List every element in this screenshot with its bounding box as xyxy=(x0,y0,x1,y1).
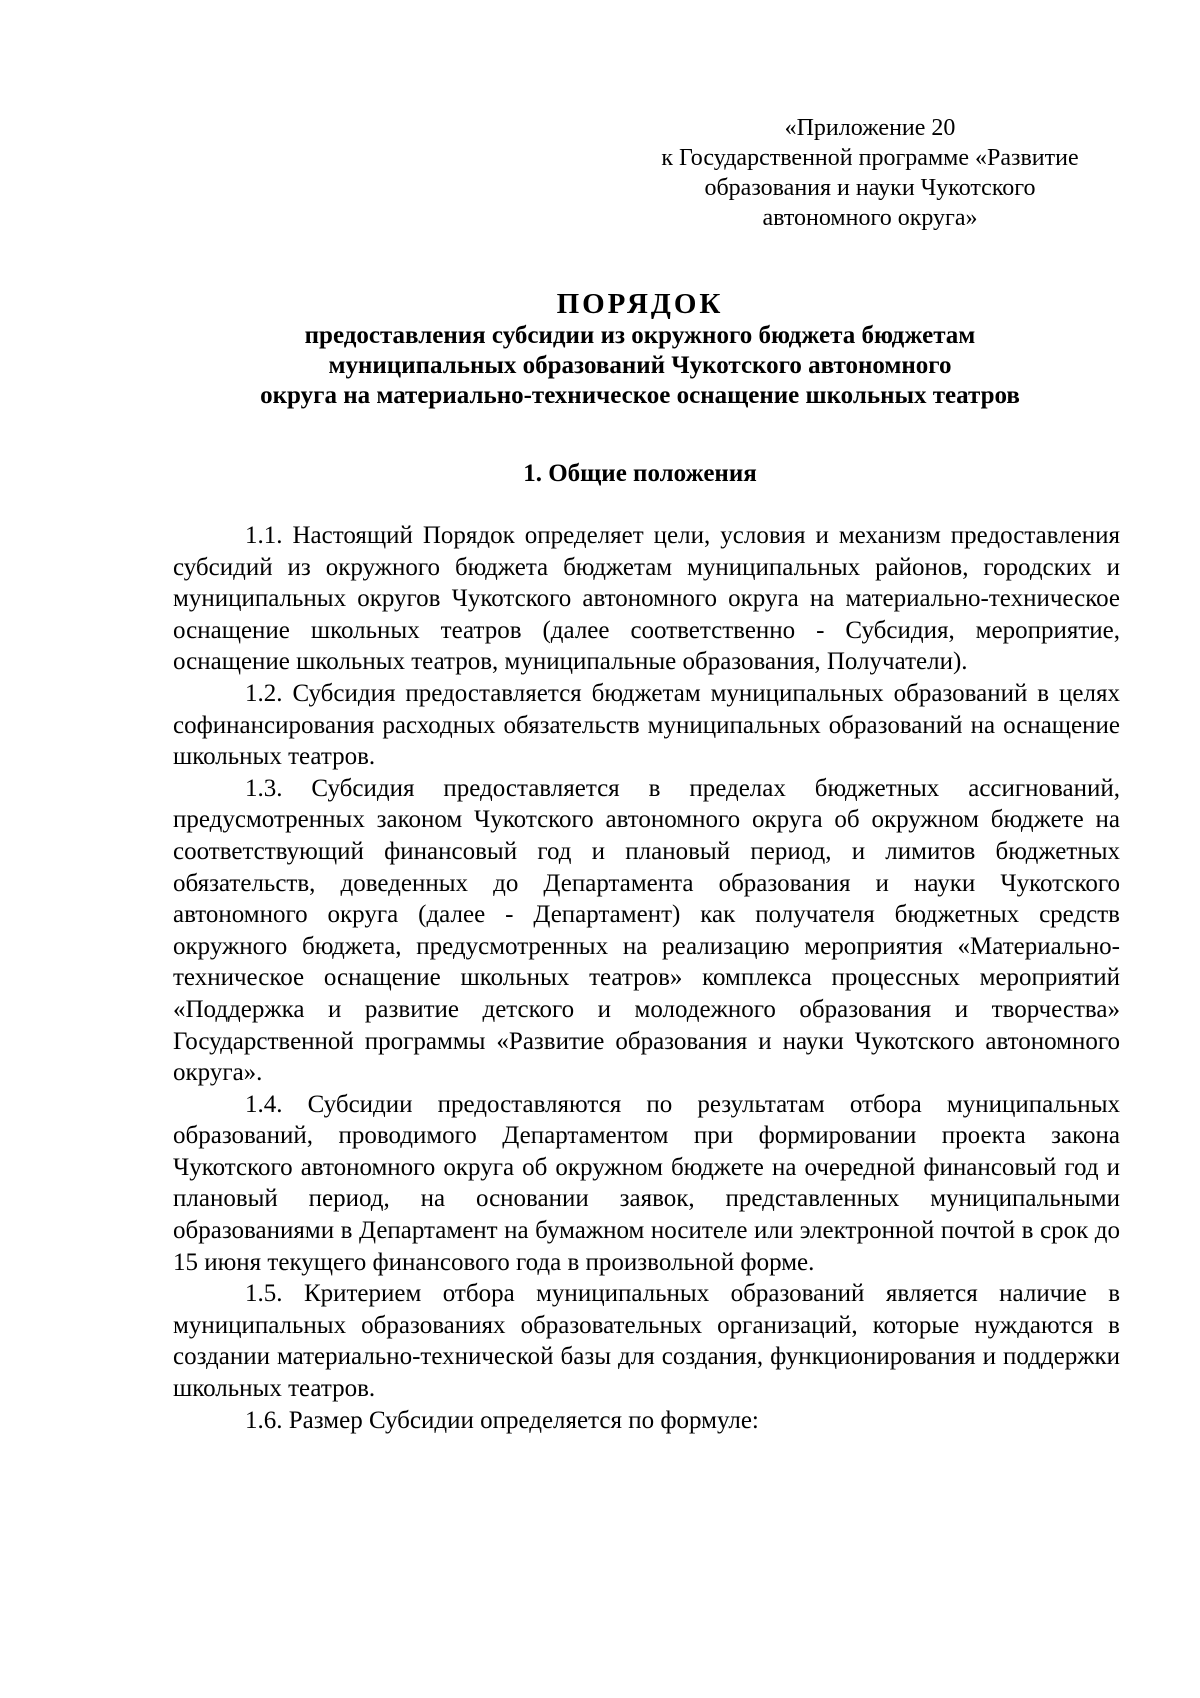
annex-line: автономного округа» xyxy=(762,205,978,231)
paragraph-1-6: 1.6. Размер Субсидии определяется по формуле: xyxy=(245,1406,759,1434)
paragraph-1-4: 1.4. Субсидии предоставляются по результатам отбора муниципальных образований, проводимого Департаментом при формировании проекта закона Чукотского автономного округа об окружном бюджете на очередной финансовый год и плановый период, на основании заявок, представленных муниципальными образованиями в Департамент на бумажном носителе или электронной почтой в срок до 15 июня текущего финансового года в произвольной форме. xyxy=(173,1090,1120,1276)
annex-line: «Приложение 20 xyxy=(784,115,956,141)
paragraph-1-1: 1.1. Настоящий Порядок определяет цели, условия и механизм предоставления субсидий из окружного бюджета бюджетам муниципальных районов, городских и муниципальных округов Чукотского автономного округа на материально-техническое оснащение школьных театров (далее соответственно - Субсидия, мероприятие, оснащение школьных театров, муниципальные образования, Получатели). xyxy=(173,522,1120,676)
paragraph-1-2: 1.2. Субсидия предоставляется бюджетам муниципальных образований в целях софинансирования расходных обязательств муниципальных образований на оснащение школьных театров. xyxy=(173,679,1120,771)
section-heading: 1. Общие положения xyxy=(523,460,757,487)
document-title-line: предоставления субсидии из окружного бюджета бюджетам xyxy=(304,322,976,349)
document-title-main: ПОРЯДОК xyxy=(556,288,724,320)
document-title-line: муниципальных образований Чукотского автономного xyxy=(328,352,952,379)
annex-line: образования и науки Чукотского xyxy=(704,175,1036,201)
document-title-line: округа на материально-техническое оснащение школьных театров xyxy=(260,382,1020,409)
paragraph-1-3: 1.3. Субсидия предоставляется в пределах бюджетных ассигнований, предусмотренных законом Чукотского автономного округа об окружном бюджете на соответствующий финансовый год и плановый период, и лимитов бюджетных обязательств, доведенных до Департамента образования и науки Чукотского автономного округа (далее - Департамент) как получателя бюджетных средств окружного бюджета, предусмотренных на реализацию мероприятия «Материально-техническое оснащение школьных театров» комплекса процессных мероприятий «Поддержка и развитие детского и молодежного образования и творчества» Государственной программы «Развитие образования и науки Чукотского автономного округа». xyxy=(173,774,1120,1087)
document-title xyxy=(160,287,1120,411)
annex-line: к Государственной программе «Развитие xyxy=(661,145,1079,171)
document-body xyxy=(173,520,1120,1436)
paragraph-1-5: 1.5. Критерием отбора муниципальных образований является наличие в муниципальных образованиях образовательных организаций, которые нуждаются в создании материально-технической базы для создания, функционирования и поддержки школьных театров. xyxy=(173,1280,1120,1403)
annex-reference xyxy=(640,113,1100,233)
